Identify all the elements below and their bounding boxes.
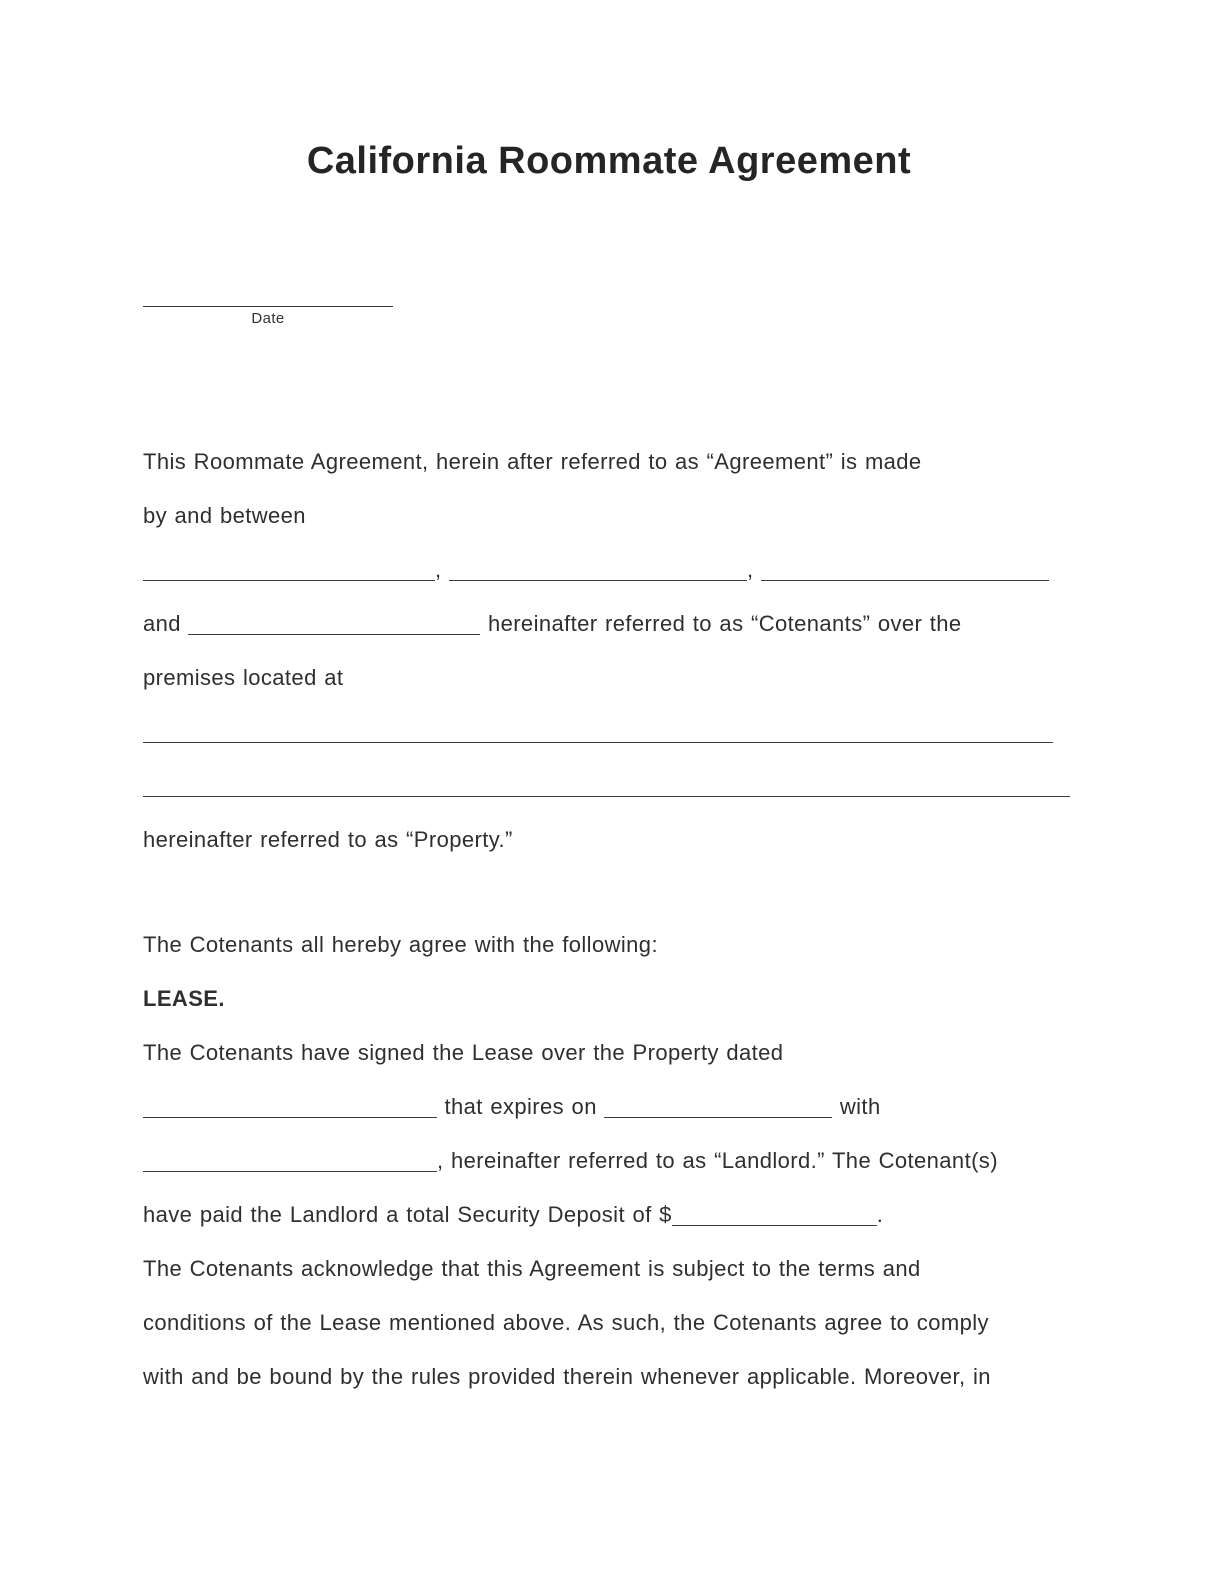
acknowledge-line-2 [143,1296,1070,1350]
acknowledge-text-3: with and be bound by the rules provided therein whenever applicable. Moreover, in [143,1364,991,1389]
document-body [143,435,1070,1404]
lease-dates-line [143,1080,1070,1134]
property-address-line2-blank[interactable] [143,793,1070,797]
landlord-name-blank[interactable] [143,1168,437,1172]
lease-signed-line [143,1026,1070,1080]
comma-separator: , [747,557,754,582]
landlord-line [143,1134,1070,1188]
cotenants-clause-text: hereinafter referred to as “Cotenants” over the [487,611,962,636]
property-clause-text: hereinafter referred to as “Property.” [143,827,513,852]
agree-text: The Cotenants all hereby agree with the following: [143,932,658,957]
agree-line [143,918,1070,972]
cotenant-4-line [143,597,1070,651]
deposit-period: . [876,1202,884,1227]
intro-text-2: by and between [143,503,306,528]
cotenant-1-name-blank[interactable] [143,577,435,581]
cotenant-4-name-blank[interactable] [188,631,480,635]
intro-line-2 [143,489,1070,543]
landlord-clause-text: , hereinafter referred to as “Landlord.” The Cotenant(s) [437,1148,998,1173]
cotenant-3-name-blank[interactable] [761,577,1049,581]
lease-heading [143,972,1070,1026]
property-address-line-1 [143,705,1070,759]
acknowledge-text-1: The Cotenants acknowledge that this Agreement is subject to the terms and [143,1256,921,1281]
document-title: California Roommate Agreement [306,140,912,182]
property-address-line1-blank[interactable] [143,739,1053,743]
cotenant-2-name-blank[interactable] [449,577,747,581]
date-label: Date [251,310,285,327]
deposit-line [143,1188,1070,1242]
lease-expiration-date-blank[interactable] [604,1114,832,1118]
with-word: with [839,1094,881,1119]
date-field-blank[interactable] [143,277,393,307]
date-field [143,277,393,327]
property-address-line-2 [143,759,1070,813]
acknowledge-line-3 [143,1350,1070,1404]
cotenant-names-line [143,543,1070,597]
intro-text-1: This Roommate Agreement, herein after referred to as “Agreement” is made [143,449,922,474]
premises-clause-text: premises located at [143,665,344,690]
property-clause-line [143,813,1070,867]
security-deposit-amount-blank[interactable] [672,1222,877,1226]
deposit-clause-text: have paid the Landlord a total Security Deposit of $ [143,1202,672,1227]
premises-line [143,651,1070,705]
comma-separator: , [435,557,442,582]
acknowledge-line-1 [143,1242,1070,1296]
and-word: and [143,611,181,636]
intro-line-1 [143,435,1070,489]
lease-signed-text: The Cotenants have signed the Lease over the Property dated [143,1040,784,1065]
lease-date-blank[interactable] [143,1114,437,1118]
acknowledge-text-2: conditions of the Lease mentioned above. As such, the Cotenants agree to comply [143,1310,989,1335]
expires-clause-text: that expires on [444,1094,597,1119]
lease-heading-text: LEASE. [143,986,225,1011]
